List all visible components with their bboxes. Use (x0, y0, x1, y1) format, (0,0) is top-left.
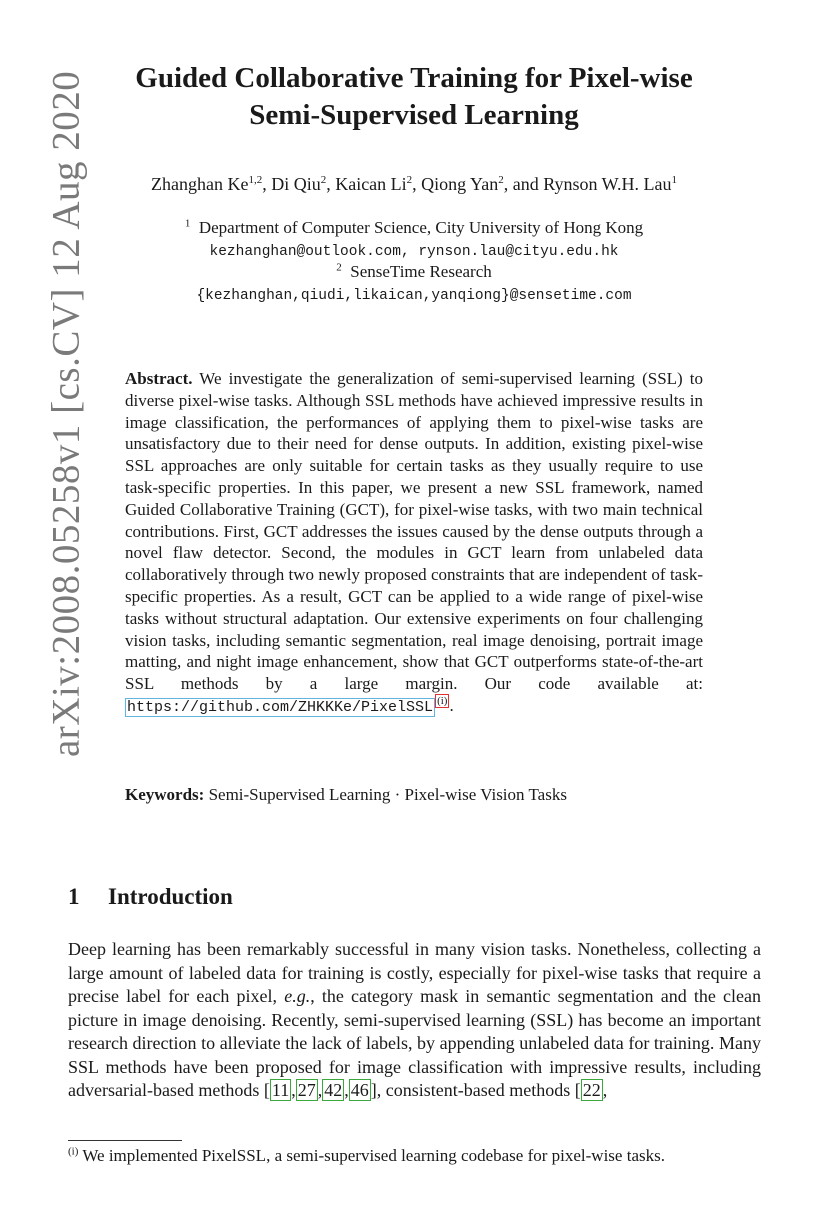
affiliation-name: SenseTime Research (350, 262, 492, 281)
affiliation-1 (60, 218, 768, 238)
citation-link[interactable]: 46 (350, 1080, 369, 1100)
author-affiliation-mark: 1,2 (248, 174, 263, 186)
author-separator: , and (503, 174, 544, 194)
author-affiliation-mark: 2 (320, 174, 327, 186)
citation-link[interactable]: 42 (324, 1080, 343, 1100)
section-number: 1 (68, 884, 80, 909)
arxiv-identifier-stamp: arXiv:2008.05258v1 [cs.CV] 12 Aug 2020 (44, 70, 88, 758)
footnote-mark: (i) (68, 1145, 79, 1158)
abstract (125, 368, 703, 719)
section-heading (68, 884, 233, 910)
author-list (60, 174, 768, 195)
intro-text-italic: e.g. (284, 986, 311, 1006)
footnote-divider (68, 1140, 182, 1141)
intro-text: , the category mask in semantic segmentation and the clean picture in image denoising. Recently, semi-supervised learning (SSL) has become an important research direction to alleviate the lack of labels, by appending unlabeled data for training. Many SSL methods have been proposed for image classification with impressive results, including adversarial-based methods [ (68, 986, 761, 1100)
intro-text: Deep learning has been remarkably successful in many vision tasks. Nonetheless, collecting a large amount of labeled data for training is costly, especially for pixel-wise tasks that require a precise label for each pixel, (68, 939, 761, 1006)
abstract-label: Abstract. (125, 369, 193, 388)
citation-link[interactable]: 27 (297, 1080, 316, 1100)
introduction-paragraph: Deep learning has been remarkably successful in many vision tasks. Nonetheless, collecting a large amount of labeled data for training is costly, especially for pixel-wise tasks that require a precise label for each pixel, e.g., the category mask in semantic segmentation and the clean picture in image denoising. Recently, semi-supervised learning (SSL) has become an important research direction to alleviate the lack of labels, by appending unlabeled data for training. Many SSL methods have been proposed for image classification with impressive results, including adversarial-based methods [ 11 , 27 , 42 , 46 ], consistent-based methods [ 22 , (68, 939, 761, 1100)
footnote-text: We implemented PixelSSL, a semi-supervised learning codebase for pixel-wise tasks. (82, 1146, 665, 1165)
abstract-end: . (449, 695, 454, 715)
affiliation-2 (60, 262, 768, 282)
author-name: Rynson W.H. Lau (543, 174, 672, 194)
author-separator: , (326, 174, 336, 194)
footnote (68, 1146, 761, 1166)
author-affiliation-mark: 2 (498, 174, 504, 186)
author-name: Kaican Li (335, 174, 407, 194)
intro-text: ], consistent-based methods [ (370, 1080, 581, 1100)
abstract-text: We investigate the generalization of semi-supervised learning (SSL) to diverse pixel-wise tasks. Although SSL methods have achieved impressive results in image classification, the performances of applying them to pixel-wise tasks are unsatisfactory due to their need for dense outputs. In addition, existing pixel-wise SSL approaches are only suitable for certain tasks as they usually require to use task-specific properties. In this paper, we present a new SSL framework, named Guided Collaborative Training (GCT), for pixel-wise tasks, with two main technical contributions. First, GCT addresses the issues caused by the dense outputs through a novel flaw detector. Second, the modules in GCT learn from unlabeled data collaboratively through two newly proposed constraints that are independent of task-specific properties. As a result, GCT can be applied to a wide range of pixel-wise tasks without structural adaptation. Our extensive experiments on four challenging vision tasks, including semantic segmentation, real image denoising, portrait image matting, and night image enhancement, show that GCT outperforms state-of-the-art SSL methods by a large margin. Our code available at: (125, 369, 703, 694)
code-repository-link[interactable]: https://github.com/ZHKKKe/PixelSSL (127, 698, 434, 716)
citation-link[interactable]: 22 (582, 1080, 601, 1100)
title-line-1: Guided Collaborative Training for Pixel-wise (135, 62, 693, 94)
affiliation-mark: 2 (336, 261, 342, 274)
author-separator: , (412, 174, 422, 194)
footnote-reference[interactable]: (i) (437, 695, 448, 708)
author-name: Qiong Yan (421, 174, 499, 194)
paper-title (60, 60, 768, 134)
keywords-text: Semi-Supervised Learning · Pixel-wise Vision Tasks (208, 785, 567, 804)
author-affiliation-mark: 1 (671, 174, 677, 186)
intro-text: , (602, 1080, 608, 1100)
keywords-label: Keywords: (125, 785, 205, 804)
affiliation-mark: 1 (184, 217, 191, 230)
citation-link[interactable]: 11 (271, 1080, 290, 1100)
affiliation-name: Department of Computer Science, City University of Hong Kong (198, 218, 644, 237)
author-name: Di Qiu (271, 174, 321, 194)
author-name: Zhanghan Ke (150, 174, 249, 194)
section-title: Introduction (108, 884, 233, 909)
keywords (125, 785, 703, 805)
author-separator: , (262, 174, 272, 194)
author-affiliation-mark: 2 (406, 174, 413, 186)
affiliation-2-emails[interactable]: {kezhanghan,qiudi,likaican,yanqiong}@sensetime.com (196, 288, 632, 304)
affiliation-1-emails[interactable]: kezhanghan@outlook.com, rynson.lau@cityu.edu.hk (209, 244, 619, 260)
title-line-2: Semi-Supervised Learning (249, 99, 579, 131)
